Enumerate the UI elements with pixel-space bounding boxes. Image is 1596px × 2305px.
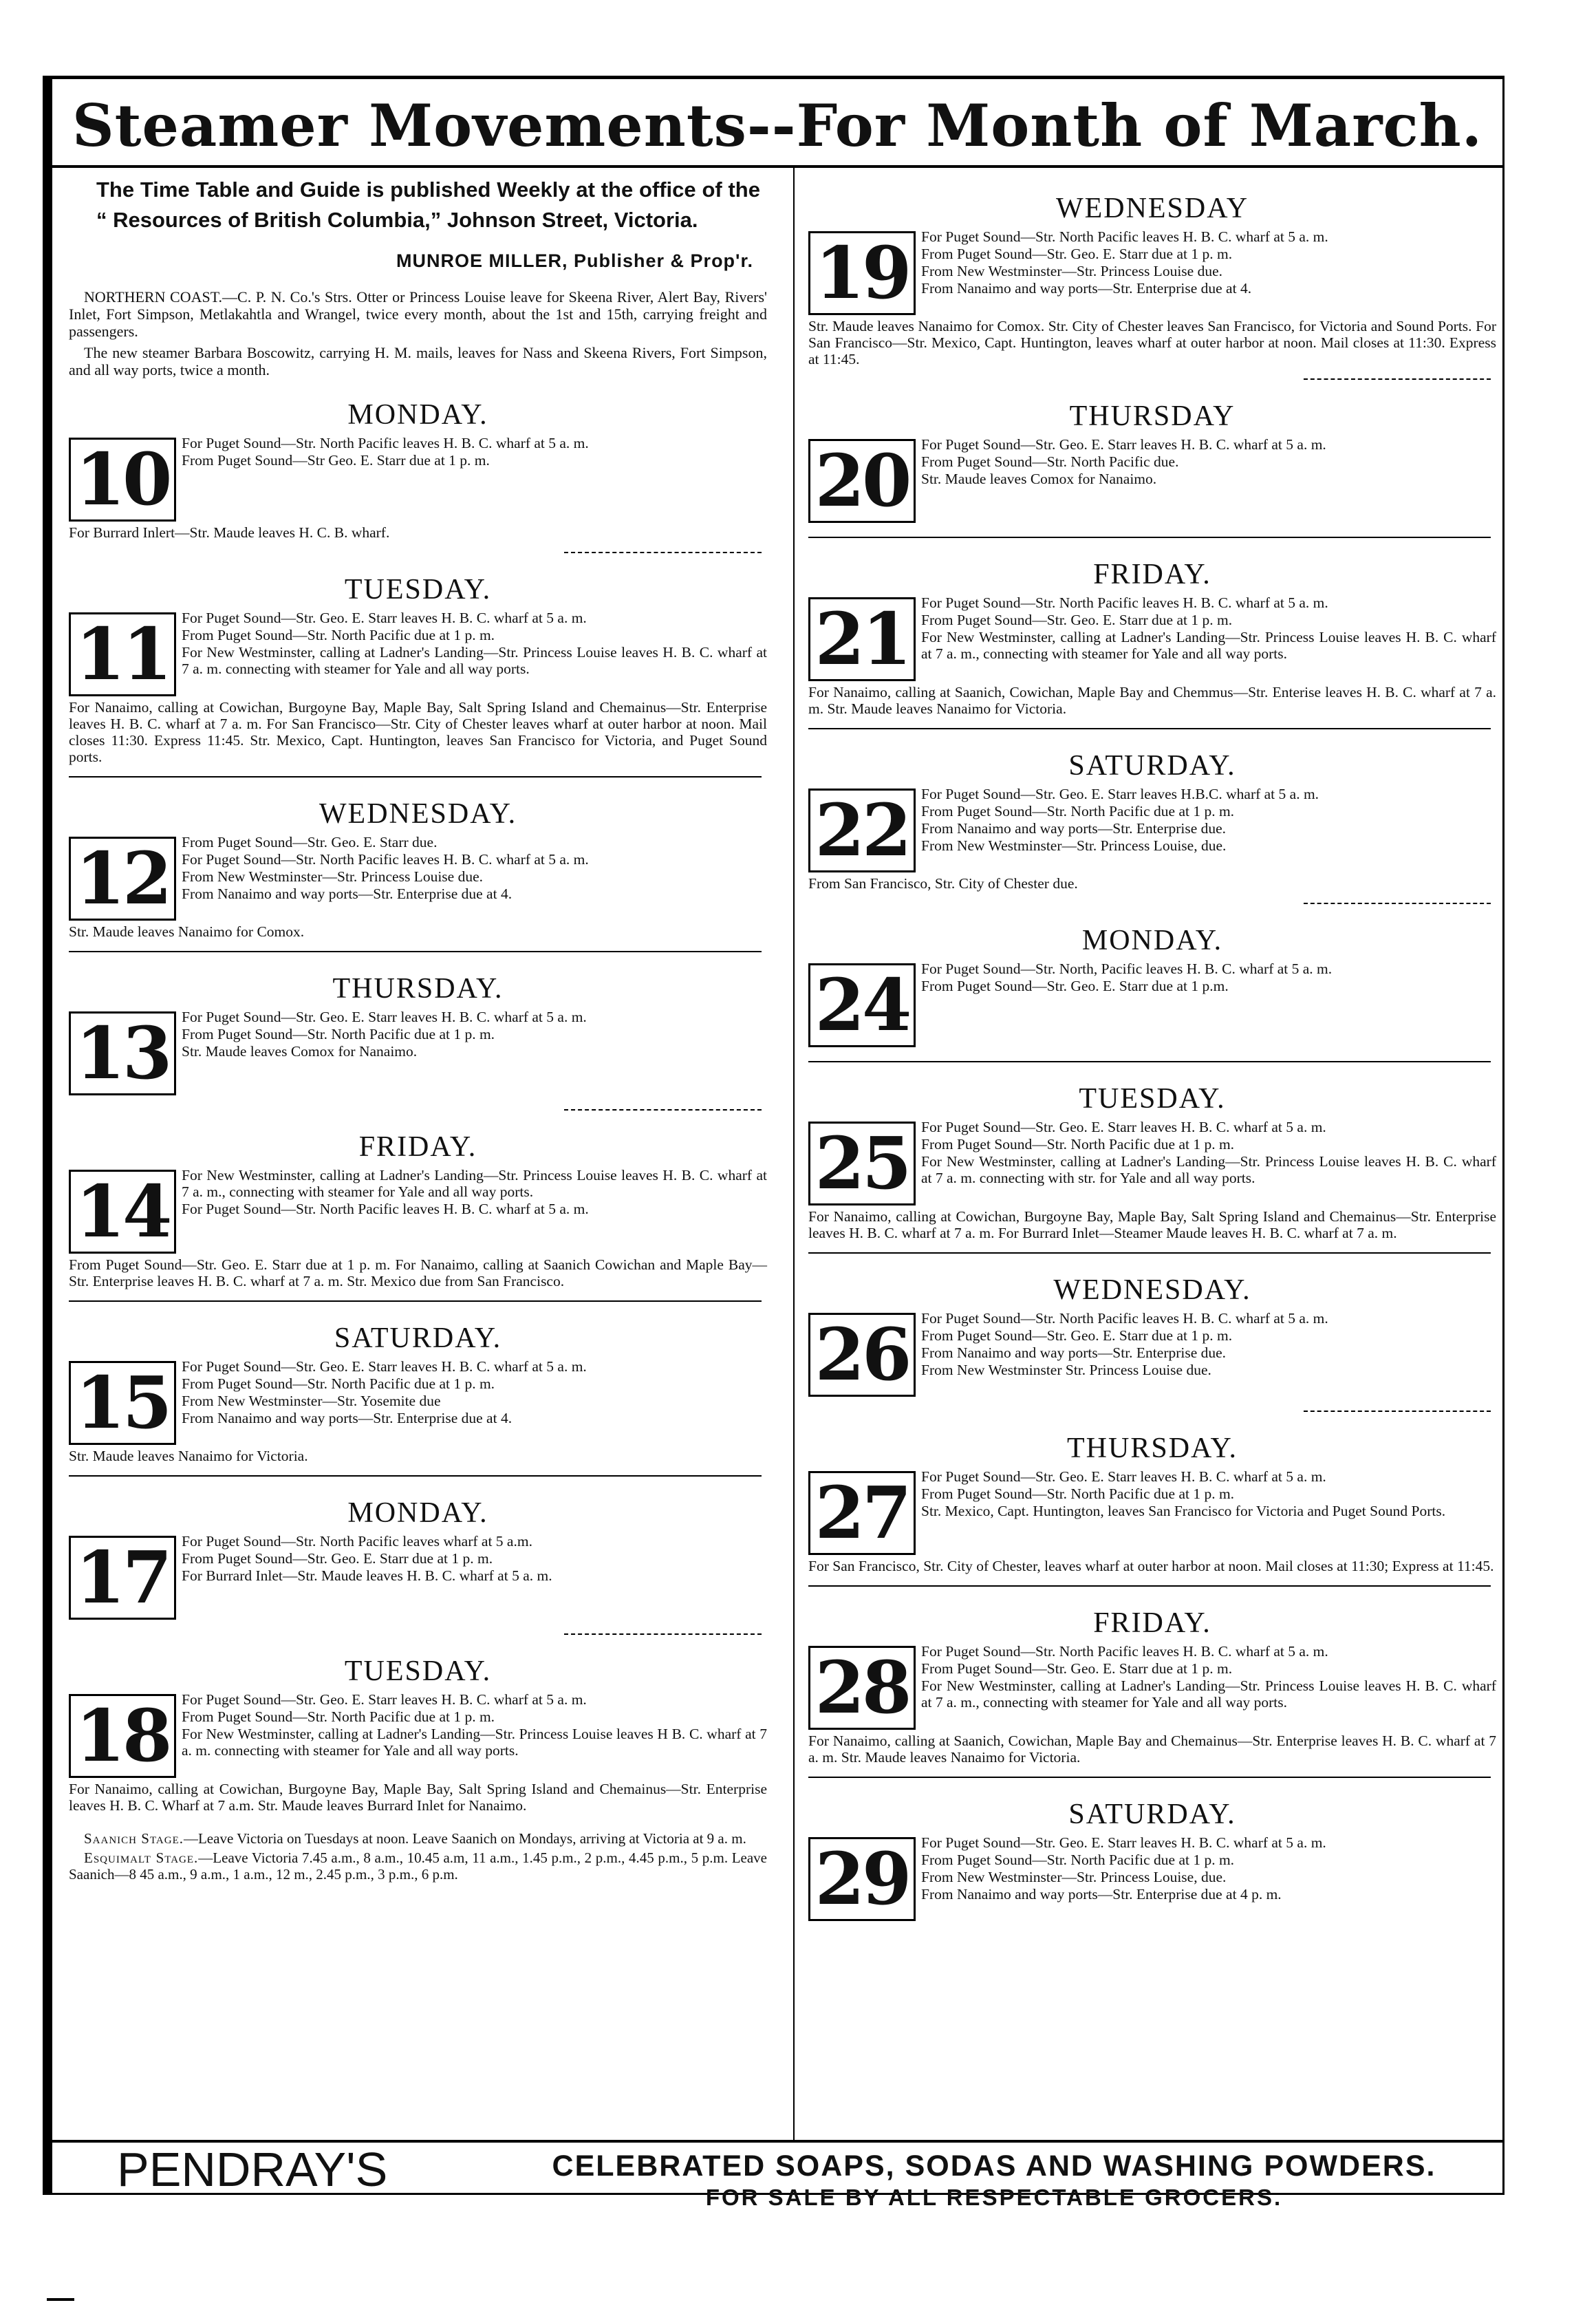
schedule-note: For Burrard Inlert—Str. Maude leaves H. C. B. wharf. <box>69 524 390 541</box>
day-heading: FRIDAY. <box>1093 1607 1211 1639</box>
schedule-entry: For Puget Sound—Str. Geo. E. Starr leaves H. B. C. wharf at 5 a. m. <box>182 1691 587 1708</box>
day-section <box>69 794 767 952</box>
schedule-entry: From Puget Sound—Str. North Pacific due at 1 p. m. <box>921 1486 1235 1502</box>
day-heading: THURSDAY. <box>1067 1433 1238 1464</box>
intro-text: The Time Table and Guide is published Weekly at the office of the “ Resources of British Columbia,” Johnson Street, Victoria. <box>96 178 760 232</box>
date-number: 25 <box>808 1122 916 1205</box>
schedule-entry: For Burrard Inlet—Str. Maude leaves H. B. C. wharf at 5 a. m. <box>182 1567 552 1584</box>
day-body <box>69 610 767 765</box>
schedule-entry: For New Westminster, calling at Ladner's Landing—Str. Princess Louise leaves H. B. C. wharf at 7 a. m., connecting with steamer for Yale and all way ports. <box>921 1677 1496 1711</box>
schedule-entry: For Puget Sound—Str. Geo. E. Starr leaves H. B. C. wharf at 5 a. m. <box>921 1834 1326 1851</box>
day-body <box>808 1310 1496 1400</box>
clear-spacer <box>808 1922 1496 1924</box>
schedule-entry: For Puget Sound—Str. Geo. E. Starr leaves H. B. C. wharf at 5 a. m. <box>182 1358 587 1375</box>
schedule-entry: For Puget Sound—Str. North Pacific leaves H. B. C. wharf at 5 a. m. <box>921 1310 1328 1327</box>
day-separator <box>808 728 1491 729</box>
schedule-entry: From Puget Sound—Str. North Pacific due at 1 p. m. <box>182 1026 495 1042</box>
day-separator <box>69 951 762 952</box>
date-number: 18 <box>69 1694 176 1778</box>
schedule-entry: For New Westminster, calling at Ladner's Landing—Str. Princess Louise leaves H B. C. wharf at 7 a. m. connecting with steamer for Yale and all way ports. <box>182 1726 767 1759</box>
schedule-entry: From Puget Sound—Str Geo. E. Starr due at 1 p. m. <box>182 452 490 469</box>
schedule-entry: For Puget Sound—Str. Geo. E. Starr leaves H. B. C. wharf at 5 a. m. <box>182 610 587 626</box>
schedule-entry: From New Westminster Str. Princess Louise due. <box>921 1362 1211 1378</box>
schedule-entry: For Puget Sound—Str. Geo. E. Starr leaves H. B. C. wharf at 5 a. m. <box>921 1468 1326 1485</box>
day-heading: TUESDAY. <box>1079 1083 1226 1115</box>
date-number: 21 <box>808 597 916 681</box>
schedule-entry: From Puget Sound—Str. Geo. E. Starr due at 1 p. m. <box>921 1327 1233 1344</box>
day-section <box>808 921 1496 1062</box>
page-title: Steamer Movements--For Month of March. <box>72 92 1482 160</box>
day-body <box>808 1643 1496 1766</box>
left-column <box>69 172 767 1885</box>
day-section <box>69 570 767 778</box>
schedule-entry: For Puget Sound—Str. North Pacific leaves wharf at 5 a.m. <box>182 1533 532 1550</box>
day-body <box>69 834 767 940</box>
schedule-entry: For New Westminster, calling at Ladner's Landing—Str. Princess Louise leaves H. B. C. wharf at 7 a. m., connecting with steamer for Yale and all way ports. <box>921 629 1496 662</box>
day-separator <box>564 1633 762 1635</box>
day-body <box>69 1533 767 1622</box>
date-number: 29 <box>808 1837 916 1921</box>
day-heading: TUESDAY. <box>344 574 492 605</box>
schedule-entry: From Nanaimo and way ports—Str. Enterprise due at 4. <box>182 1410 513 1426</box>
day-body <box>69 1358 767 1464</box>
day-body <box>69 435 767 541</box>
date-number: 26 <box>808 1313 916 1397</box>
schedule-entry: For Puget Sound—Str. North Pacific leaves H. B. C. wharf at 5 a. m. <box>921 228 1328 245</box>
schedule-entry: From Puget Sound—Str. North Pacific due at 1 p. m. <box>182 627 495 643</box>
schedule-note: Str. Maude leaves Nanaimo for Comox. <box>69 923 305 940</box>
day-section <box>69 969 767 1111</box>
schedule-entry: From Nanaimo and way ports—Str. Enterprise due. <box>921 1344 1227 1361</box>
day-separator <box>808 537 1491 538</box>
schedule-entry: For Puget Sound—Str. Geo. E. Starr leaves H.B.C. wharf at 5 a. m. <box>921 786 1319 802</box>
schedule-note: For Nanaimo, calling at Cowichan, Burgoyne Bay, Maple Bay, Salt Spring Island and Chemainus—Str. Enterprise leaves H. B. C. wharf at 7 a. m. For San Francisco—Str. City of Chester leaves wharf at outer harbor at noon. Mail closes 11:30. Express 11:45. Str. Mexico, Capt. Huntington, leaves San Francisco for Victoria, and Puget Sound ports. <box>69 699 767 765</box>
schedule-entry: From Nanaimo and way ports—Str. Enterprise due at 4. <box>921 280 1252 297</box>
day-heading: THURSDAY <box>1069 400 1236 432</box>
date-number: 28 <box>808 1646 916 1730</box>
schedule-entry: From Nanaimo and way ports—Str. Enterprise due at 4 p. m. <box>921 1886 1282 1902</box>
schedule-entry: From Puget Sound—Str. North Pacific due at 1 p. m. <box>921 803 1235 819</box>
clear-spacer <box>808 524 1496 526</box>
day-body <box>808 1119 1496 1241</box>
day-body <box>808 786 1496 892</box>
right-column <box>808 172 1496 1924</box>
day-body <box>808 436 1496 526</box>
schedule-entry: From New Westminster—Str. Princess Louise due. <box>182 868 483 885</box>
day-separator <box>1304 903 1491 904</box>
schedule-entry: For Puget Sound—Str. North, Pacific leaves H. B. C. wharf at 5 a. m. <box>921 961 1333 977</box>
schedule-entry: For Puget Sound—Str. Geo. E. Starr leaves H. B. C. wharf at 5 a. m. <box>182 1009 587 1025</box>
day-section <box>808 746 1496 904</box>
day-heading: FRIDAY. <box>1093 559 1211 590</box>
stage-notes <box>69 1830 767 1883</box>
date-number: 14 <box>69 1170 176 1254</box>
schedule-entry: From Puget Sound—Str. Geo. E. Starr due at 1 p.m. <box>921 978 1229 994</box>
day-body <box>808 1468 1496 1574</box>
date-number: 19 <box>808 231 916 315</box>
day-body <box>69 1691 767 1814</box>
day-separator <box>1304 378 1491 380</box>
schedule-entry: For New Westminster, calling at Ladner's Landing—Str. Princess Louise leaves H. B. C. wharf at 7 a. m. connecting with steamer for Yale and all way ports. <box>182 644 767 677</box>
clear-spacer <box>69 1621 767 1622</box>
day-heading: WEDNESDAY. <box>1053 1274 1251 1306</box>
day-body <box>808 228 1496 367</box>
schedule-entry: Str. Maude leaves Comox for Nanaimo. <box>182 1043 418 1060</box>
advert-tagline <box>495 2148 1493 2211</box>
date-number: 12 <box>69 837 176 921</box>
northern-coast-note: NORTHERN COAST.—C. P. N. Co.'s Strs. Otter or Princess Louise leave for Skeena River, Alert Bay, Rivers' Inlet, Fort Simpson, Metlakahtla and Wrangel, twice every month, about the 1st and 15th, carrying freight and passengers. <box>69 288 767 340</box>
day-section <box>69 1127 767 1302</box>
day-section <box>808 1603 1496 1778</box>
day-section <box>808 555 1496 729</box>
day-body <box>69 1167 767 1289</box>
date-number: 20 <box>808 439 916 523</box>
advert-line-1: CELEBRATED SOAPS, SODAS AND WASHING POWDERS. <box>552 2149 1436 2183</box>
day-separator <box>564 1109 762 1111</box>
day-separator <box>808 1585 1491 1587</box>
corner-mark <box>47 2298 74 2301</box>
esquimalt-stage <box>69 1850 767 1883</box>
date-number: 10 <box>69 438 176 522</box>
schedule-entry: From Puget Sound—Str. Geo. E. Starr due at 1 p. m. <box>921 246 1233 262</box>
date-number: 24 <box>808 963 916 1047</box>
day-heading: THURSDAY. <box>332 973 504 1005</box>
esquimalt-stage-text: —Leave Victoria 7.45 a.m., 8 a.m., 10.45 a.m, 11 a.m., 1.45 p.m., 2 p.m., 4.45 p.m., 5 p.m. Leave Saanich—8 45 a.m., 9 a.m., 1 a.m., 12 m., 2.45 p.m., 3 p.m., 6 p.m. <box>69 1850 767 1883</box>
schedule-entry: For Puget Sound—Str. North Pacific leaves H. B. C. wharf at 5 a. m. <box>921 1643 1328 1660</box>
day-heading: FRIDAY. <box>358 1131 477 1163</box>
day-separator <box>564 552 762 553</box>
day-separator <box>1304 1411 1491 1412</box>
date-number: 13 <box>69 1011 176 1095</box>
schedule-entry: For Puget Sound—Str. Geo. E. Starr leaves H. B. C. wharf at 5 a. m. <box>921 1119 1326 1135</box>
schedule-note: Str. Maude leaves Nanaimo for Comox. Str. City of Chester leaves San Francisco, for Victoria and Sound Ports. For San Francisco—Str. Mexico, Capt. Huntington, leaves wharf at outer harbor at noon. Mail closes at 11:30. Express at 11:45. <box>808 318 1496 367</box>
schedule-entry: From Puget Sound—Str. North Pacific due at 1 p. m. <box>921 1136 1235 1152</box>
day-separator <box>69 1300 762 1302</box>
schedule-entry: Str. Mexico, Capt. Huntington, leaves San Francisco for Victoria and Puget Sound Ports. <box>921 1503 1446 1519</box>
schedule-entry: From New Westminster—Str. Princess Louise due. <box>921 263 1222 279</box>
day-section <box>808 1270 1496 1412</box>
date-number: 17 <box>69 1536 176 1620</box>
schedule-entry: From Nanaimo and way ports—Str. Enterprise due at 4. <box>182 886 513 902</box>
day-heading: MONDAY. <box>1081 925 1223 956</box>
schedule-entry: From New Westminster—Str. Yosemite due <box>182 1393 441 1409</box>
day-heading: SATURDAY. <box>1068 750 1236 782</box>
schedule-note: For Nanaimo, calling at Saanich, Cowichan, Maple Bay and Chemmus—Str. Enterise leaves H. B. C. wharf at 7 a. m. Str. Maude leaves Nanaimo for Victoria. <box>808 684 1496 717</box>
schedule-entry: From Puget Sound—Str. North Pacific due at 1 p. m. <box>182 1708 495 1725</box>
day-section <box>69 1651 767 1814</box>
schedule-entry: For Puget Sound—Str. North Pacific leaves H. B. C. wharf at 5 a. m. <box>182 1201 589 1217</box>
day-section <box>808 189 1496 380</box>
saanich-stage-name: Saanich Stage. <box>84 1830 184 1847</box>
schedule-entry: From Puget Sound—Str. Geo. E. Starr due at 1 p. m. <box>921 612 1233 628</box>
day-section <box>808 396 1496 538</box>
schedule-entry: For Puget Sound—Str. North Pacific leaves H. B. C. wharf at 5 a. m. <box>182 851 589 868</box>
day-body <box>808 594 1496 717</box>
day-heading: MONDAY. <box>347 399 488 431</box>
column-divider <box>793 168 795 2140</box>
schedule-entry: From Nanaimo and way ports—Str. Enterprise due. <box>921 820 1227 837</box>
saanich-stage-text: —Leave Victoria on Tuesdays at noon. Leave Saanich on Mondays, arriving at Victoria at 9 a. m. <box>183 1830 746 1847</box>
schedule-entry: From New Westminster—Str. Princess Louise, due. <box>921 1869 1227 1885</box>
right-schedule <box>808 189 1496 1924</box>
date-number: 15 <box>69 1361 176 1445</box>
schedule-note: Str. Maude leaves Nanaimo for Victoria. <box>69 1448 308 1464</box>
schedule-entry: From Puget Sound—Str. North Pacific due at 1 p. m. <box>182 1375 495 1392</box>
day-section <box>69 1318 767 1477</box>
day-separator <box>808 1061 1491 1062</box>
day-separator <box>808 1252 1491 1254</box>
schedule-note: From San Francisco, Str. City of Chester due. <box>808 875 1078 892</box>
day-separator <box>69 776 762 778</box>
schedule-note: For Nanaimo, calling at Cowichan, Burgoyne Bay, Maple Bay, Salt Spring Island and Chemainus—Str. Enterprise leaves H. B. C. Wharf at 7 a.m. Str. Maude leaves Burrard Inlet for Nanaimo. <box>69 1781 767 1814</box>
day-body <box>808 961 1496 1050</box>
schedule-note: From Puget Sound—Str. Geo. E. Starr due at 1 p. m. For Nanaimo, calling at Saanich Cowichan and Maple Bay—Str. Enterprise leaves H. B. C. wharf at 7 a. m. Str. Mexico due from San Francisco. <box>69 1256 767 1289</box>
clear-spacer <box>808 1049 1496 1050</box>
saanich-stage <box>69 1830 767 1847</box>
schedule-entry: From Puget Sound—Str. Geo. E. Starr due at 1 p. m. <box>182 1550 493 1567</box>
advert-line-2: FOR SALE BY ALL RESPECTABLE GROCERS. <box>705 2185 1283 2210</box>
day-separator <box>808 1777 1491 1778</box>
schedule-entry: For Puget Sound—Str. North Pacific leaves H. B. C. wharf at 5 a. m. <box>921 594 1328 611</box>
schedule-entry: For Puget Sound—Str. Geo. E. Starr leaves H. B. C. wharf at 5 a. m. <box>921 436 1326 453</box>
schedule-entry: Str. Maude leaves Comox for Nanaimo. <box>921 471 1157 487</box>
day-section <box>69 395 767 553</box>
schedule-note: For Nanaimo, calling at Cowichan, Burgoyne Bay, Maple Bay, Salt Spring Island and Chemainus—Str. Enterprise leaves H. B. C. wharf at 7 a. m. For Burrard Inlet—Steamer Maude leaves H. B. C. wharf at 7 a. m. <box>808 1208 1496 1241</box>
intro-block <box>69 172 767 235</box>
day-heading: TUESDAY. <box>344 1655 492 1687</box>
schedule-entry: From Puget Sound—Str. Geo. E. Starr due at 1 p. m. <box>921 1660 1233 1677</box>
date-number: 11 <box>69 612 176 696</box>
day-body <box>808 1834 1496 1924</box>
esquimalt-stage-name: Esquimalt Stage. <box>84 1850 199 1866</box>
schedule-entry: For New Westminster, calling at Ladner's Landing—Str. Princess Louise leaves H. B. C. wharf at 7 a. m., connecting with steamer for Yale and all way ports. <box>182 1167 767 1200</box>
day-separator <box>69 1475 762 1477</box>
schedule-entry: From Puget Sound—Str. Geo. E. Starr due. <box>182 834 438 850</box>
publisher-line: MUNROE MILLER, Publisher & Prop'r. <box>396 250 753 271</box>
date-number: 27 <box>808 1471 916 1555</box>
boscowitz-note: The new steamer Barbara Boscowitz, carrying H. M. mails, leaves for Nass and Skeena Rivers, Fort Simpson, and all way ports, twice a month. <box>69 344 767 378</box>
day-body <box>69 1009 767 1098</box>
schedule-note: For San Francisco, Str. City of Chester, leaves wharf at outer harbor at noon. Mail closes at 11:30; Express at 11:45. <box>808 1558 1494 1574</box>
day-heading: WEDNESDAY <box>1055 193 1249 224</box>
schedule-entry: From Puget Sound—Str. North Pacific due at 1 p. m. <box>921 1852 1235 1868</box>
title-rule <box>52 165 1502 168</box>
day-section <box>808 1428 1496 1587</box>
day-heading: SATURDAY. <box>1068 1799 1236 1830</box>
schedule-entry: For Puget Sound—Str. North Pacific leaves H. B. C. wharf at 5 a. m. <box>182 435 589 451</box>
day-heading: WEDNESDAY. <box>319 798 517 830</box>
day-section <box>808 1079 1496 1254</box>
schedule-entry: From Puget Sound—Str. North Pacific due. <box>921 453 1179 470</box>
day-section <box>808 1794 1496 1924</box>
left-schedule <box>69 395 767 1814</box>
day-section <box>69 1493 767 1635</box>
day-heading: MONDAY. <box>347 1497 488 1529</box>
schedule-note: For Nanaimo, calling at Saanich, Cowichan, Maple Bay and Chemainus—Str. Enterprise leaves H. B. C. wharf at 7 a. m. Str. Maude leaves Nanaimo for Victoria. <box>808 1733 1496 1766</box>
advert-brand: PENDRAY'S <box>117 2143 388 2196</box>
clear-spacer <box>69 1097 767 1098</box>
schedule-entry: For New Westminster, calling at Ladner's Landing—Str. Princess Louise leaves H. B. C. wharf at 7 a. m. connecting with str. for Yale and all way ports. <box>921 1153 1496 1186</box>
day-heading: SATURDAY. <box>334 1322 502 1354</box>
date-number: 22 <box>808 789 916 872</box>
clear-spacer <box>808 1398 1496 1400</box>
schedule-entry: From New Westminster—Str. Princess Louise, due. <box>921 837 1227 854</box>
